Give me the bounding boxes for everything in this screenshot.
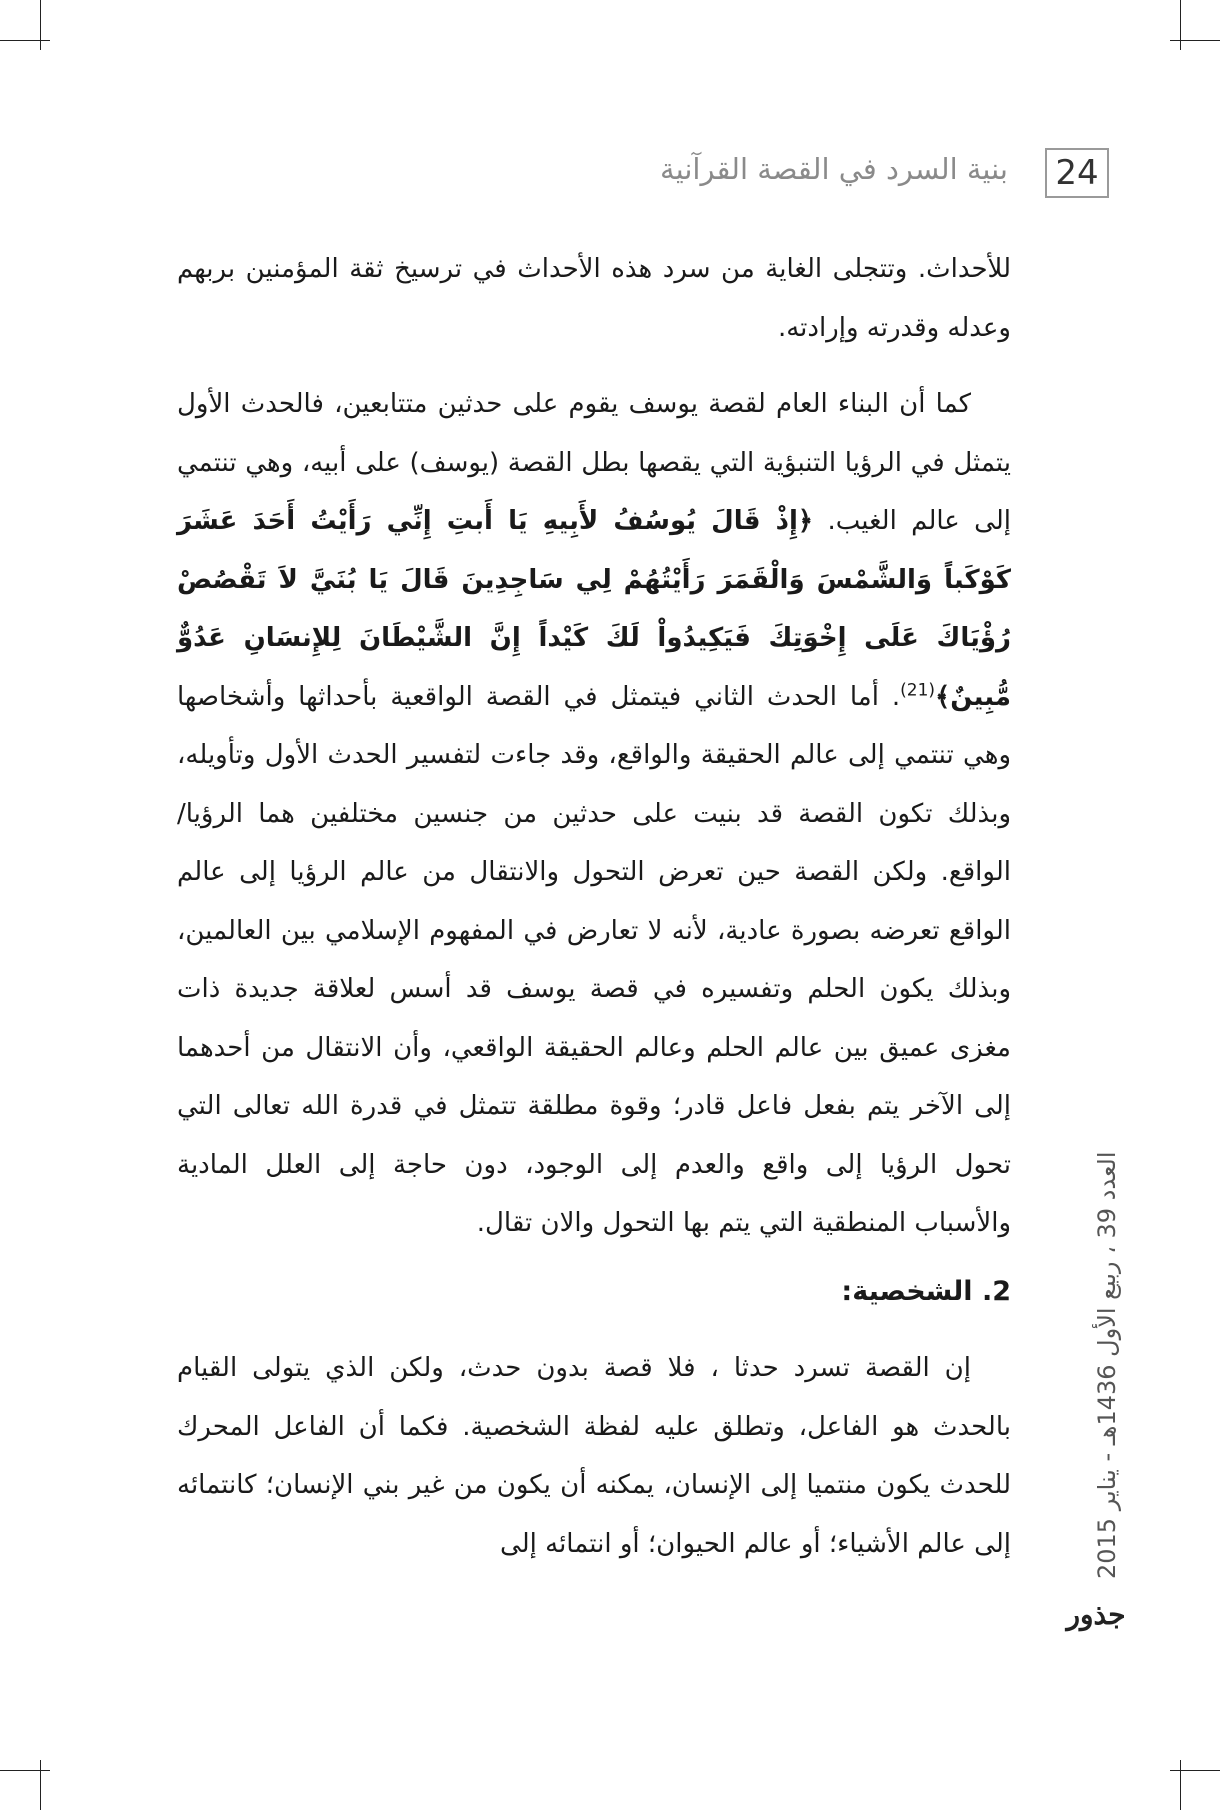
crop-mark <box>1180 1760 1181 1810</box>
footnote-ref: (21) <box>900 679 936 700</box>
page-number: 24 <box>1045 148 1109 198</box>
crop-mark <box>0 40 50 41</box>
crop-mark <box>1180 0 1181 50</box>
crop-mark <box>1170 40 1220 41</box>
issue-info: العدد 39 ، ربيع الأول 1436هـ - يناير 2015 <box>1093 1151 1121 1579</box>
paragraph-intro: كما أن البناء العام لقصة يوسف يقوم على حدثين متتابعين، فالحدث الأول يتمثل في الرؤيا التنبؤية التي يقصها بطل القصة (يوسف) على أبيه، وهي تنتمي إلى عالم الغيب. <box>177 389 1011 536</box>
paragraph: إن القصة تسرد حدثا ، فلا قصة بدون حدث، ولكن الذي يتولى القيام بالحدث هو الفاعل، وتطلق عليه لفظة الشخصية. فكما أن الفاعل المحرك للحدث يكون منتميا إلى الإنسان، يمكنه أن يكون من غير بني الإنسان؛ كانتمائه إلى عالم الأشياء؛ أو عالم الحيوان؛ أو انتمائه إلى <box>177 1353 1011 1559</box>
running-title: بنية السرد في القصة القرآنية <box>660 152 1008 186</box>
paragraph: للأحداث. وتتجلى الغاية من سرد هذه الأحداث في ترسيخ ثقة المؤمنين بربهم وعدله وقدرته وإرادته. <box>177 254 1011 343</box>
page-body <box>177 240 1011 1573</box>
crop-mark <box>40 1760 41 1810</box>
section-heading: 2. الشخصية: <box>841 1275 1011 1307</box>
paragraph-rest: . أما الحدث الثاني فيتمثل في القصة الواقعية بأحداثها وأشخاصها وهي تنتمي إلى عالم الحقيقة والواقع، وقد جاءت لتفسير الحدث الأول وتأويله، وبذلك تكون القصة قد بنيت على حدثين من جنسين مختلفين هما الرؤيا/ الواقع. ولكن القصة حين تعرض التحول والانتقال من عالم الرؤيا إلى عالم الواقع تعرضه بصورة عادية، لأنه لا تعارض في المفهوم الإسلامي بين العالمين، وبذلك يكون الحلم وتفسيره في قصة يوسف قد أسس لعلاقة جديدة ذات مغزى عميق بين عالم الحلم وعالم الحقيقة الواقعي، وأن الانتقال من أحدهما إلى الآخر يتم بفعل فاعل قادر؛ وقوة مطلقة تتمثل في قدرة الله تعالى التي تحول الرؤيا إلى واقع والعدم إلى الوجود، دون حاجة إلى العلل المادية والأسباب المنطقية التي يتم بها التحول والان تقال. <box>177 681 1011 1238</box>
crop-mark <box>1170 1770 1220 1771</box>
crop-mark <box>40 0 41 50</box>
journal-logo: جذور <box>1066 1598 1126 1631</box>
crop-mark <box>0 1770 50 1771</box>
quran-verse: ﴿إِذْ قَالَ يُوسُفُ لأَبِيهِ يَا أَبتِ إِنِّي رَأَيْتُ أَحَدَ عَشَرَ كَوْكَباً وَالشَّمْسَ وَالْقَمَرَ رَأَيْتُهُمْ لِي سَاجِدِينَ قَالَ يَا بُنَيَّ لاَ تَقْصُصْ رُؤْيَاكَ عَلَى إِخْوَتِكَ فَيَكِيدُواْ لَكَ كَيْداً إِنَّ الشَّيْطَانَ لِلإِنسَانِ عَدُوٌّ مُّبِينٌ﴾ <box>177 506 1011 712</box>
paragraph <box>177 375 1011 1253</box>
